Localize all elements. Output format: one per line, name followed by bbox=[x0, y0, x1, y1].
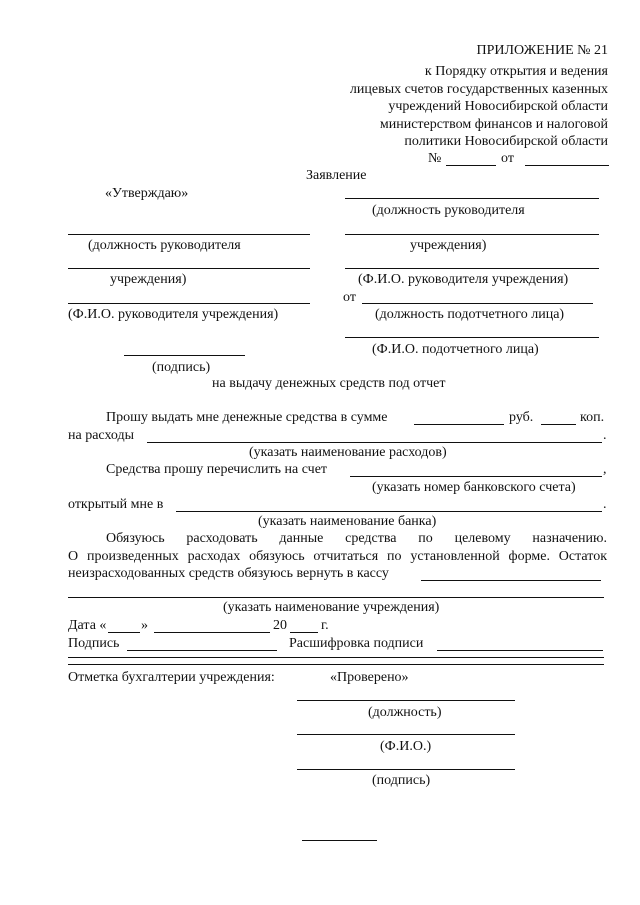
obligation-line-3: неизрасходованных средств обязуюсь вернуть в кассу bbox=[68, 566, 389, 581]
approver-signature-caption: (подпись) bbox=[152, 360, 211, 375]
from-label: от bbox=[343, 290, 356, 305]
header-line-4: министерством финансов и налоговой bbox=[379, 117, 608, 132]
account-caption: (указать номер банковского счета) bbox=[372, 480, 576, 495]
rub-label: руб. bbox=[509, 410, 534, 425]
header-date-field[interactable] bbox=[525, 165, 609, 166]
double-divider bbox=[68, 657, 604, 665]
head-position-field[interactable] bbox=[345, 198, 599, 199]
accountant-fio-field[interactable] bbox=[297, 734, 515, 735]
signature-decode-field[interactable] bbox=[437, 650, 603, 651]
header-line-1: к Порядку открытия и ведения bbox=[424, 64, 608, 79]
approver-position-caption-1: (должность руководителя bbox=[88, 238, 241, 253]
accounting-mark-label: Отметка бухгалтерии учреждения: bbox=[68, 670, 275, 685]
bank-caption: (указать наименование банка) bbox=[258, 514, 437, 529]
header-line-3: учреждений Новосибирской области bbox=[388, 99, 608, 114]
signature-decode-label: Расшифровка подписи bbox=[289, 636, 424, 651]
accountant-signature-caption: (подпись) bbox=[372, 773, 431, 788]
year-suffix: г. bbox=[321, 618, 329, 633]
opened-label: открытый мне в bbox=[68, 497, 164, 512]
accountable-position-caption: (должность подотчетного лица) bbox=[375, 307, 565, 322]
head-fio-field[interactable] bbox=[345, 268, 599, 269]
approver-institution-field[interactable] bbox=[68, 268, 310, 269]
year-prefix: 20 bbox=[273, 618, 287, 633]
bank-name-field[interactable] bbox=[176, 511, 602, 512]
form-title: Заявление bbox=[306, 168, 367, 183]
obligation-line-2: О произведенных расходах обязуюсь отчитаться по установленной форме. Остаток bbox=[68, 549, 607, 564]
amount-rub-field[interactable] bbox=[414, 424, 504, 425]
footer-rule bbox=[302, 840, 377, 841]
accountant-position-field[interactable] bbox=[297, 700, 515, 701]
checked-label: «Проверено» bbox=[330, 670, 409, 685]
header-line-2: лицевых счетов государственных казенных bbox=[349, 82, 608, 97]
head-institution-field[interactable] bbox=[345, 234, 599, 235]
head-position-caption-1: (должность руководителя bbox=[372, 203, 525, 218]
header-line-5: политики Новосибирской области bbox=[404, 134, 608, 149]
amount-kop-field[interactable] bbox=[541, 424, 576, 425]
accountant-fio-caption: (Ф.И.О.) bbox=[380, 739, 432, 754]
transfer-label: Средства прошу перечислить на счет bbox=[106, 462, 328, 477]
form-subject: на выдачу денежных средств под отчет bbox=[212, 376, 446, 391]
head-position-caption-2: учреждения) bbox=[410, 238, 487, 253]
head-fio-caption: (Ф.И.О. руководителя учреждения) bbox=[358, 272, 569, 287]
number-sign: № bbox=[428, 151, 442, 166]
expenses-period: . bbox=[603, 428, 607, 443]
expenses-caption: (указать наименование расходов) bbox=[249, 445, 447, 460]
date-year-field[interactable] bbox=[290, 632, 318, 633]
accountable-fio-caption: (Ф.И.О. подотчетного лица) bbox=[372, 342, 539, 357]
request-text: Прошу выдать мне денежные средства в сумме bbox=[106, 410, 388, 425]
date-day-field[interactable] bbox=[108, 632, 140, 633]
kop-label: коп. bbox=[580, 410, 605, 425]
institution-caption: (указать наименование учреждения) bbox=[223, 600, 440, 615]
account-comma: , bbox=[603, 462, 607, 477]
date-label: Дата « bbox=[68, 618, 107, 633]
date-month-field[interactable] bbox=[154, 632, 270, 633]
signature-label: Подпись bbox=[68, 636, 120, 651]
number-field[interactable] bbox=[446, 165, 496, 166]
approver-fio-field[interactable] bbox=[68, 303, 310, 304]
expenses-label: на расходы bbox=[68, 428, 135, 443]
date-close-quote: » bbox=[141, 618, 148, 633]
date-from-label: от bbox=[501, 151, 514, 166]
accountable-position-field[interactable] bbox=[362, 303, 593, 304]
obligation-line-1: Обязуюсь расходовать данные средства по целевому назначению. bbox=[106, 531, 607, 546]
approver-signature-field[interactable] bbox=[124, 355, 245, 356]
bank-period: . bbox=[603, 497, 607, 512]
accountant-position-caption: (должность) bbox=[368, 705, 442, 720]
approve-label: «Утверждаю» bbox=[105, 186, 189, 201]
account-number-field[interactable] bbox=[350, 476, 602, 477]
expenses-field[interactable] bbox=[147, 442, 602, 443]
accountant-signature-field[interactable] bbox=[297, 769, 515, 770]
accountable-fio-field[interactable] bbox=[345, 337, 599, 338]
approver-position-field[interactable] bbox=[68, 234, 310, 235]
cash-desk-field[interactable] bbox=[421, 580, 601, 581]
applicant-signature-field[interactable] bbox=[127, 650, 277, 651]
approver-fio-caption: (Ф.И.О. руководителя учреждения) bbox=[68, 307, 279, 322]
approver-position-caption-2: учреждения) bbox=[110, 272, 187, 287]
institution-name-field[interactable] bbox=[68, 597, 604, 598]
appendix-number: ПРИЛОЖЕНИЕ № 21 bbox=[476, 43, 608, 58]
